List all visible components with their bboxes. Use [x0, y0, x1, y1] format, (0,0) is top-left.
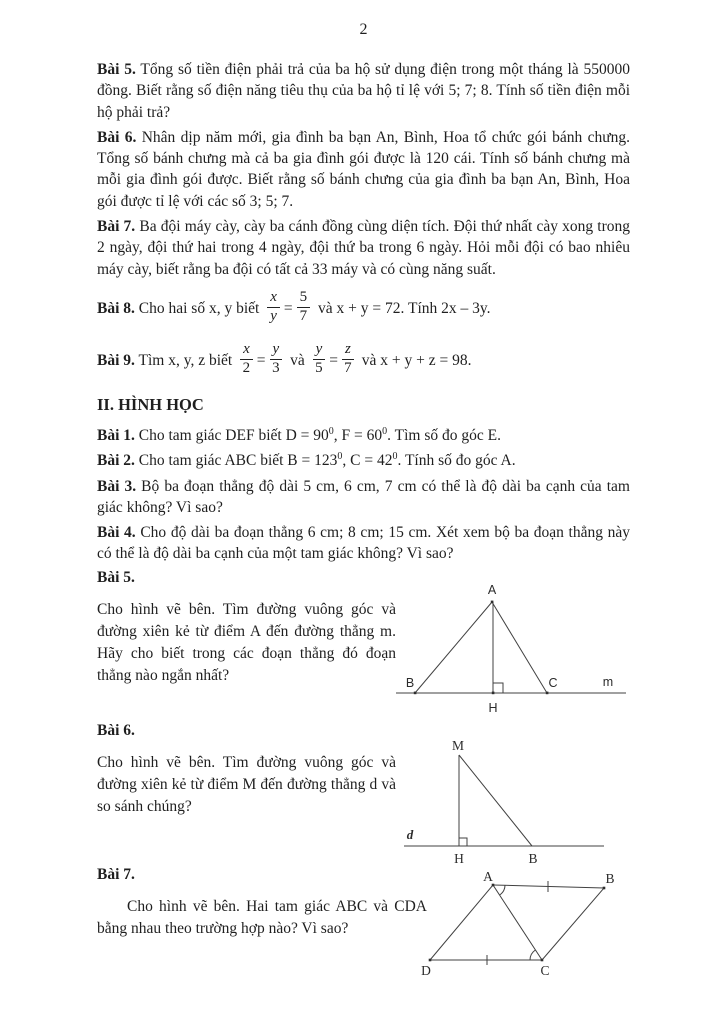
fraction-y-over-5: $\frac{y}{5}$	[313, 342, 326, 377]
vertex-label-C: C	[548, 675, 558, 690]
fraction-y-over-3: $\frac{y}{3}$	[270, 342, 283, 377]
equals-sign: =	[329, 352, 338, 370]
segment-AC	[492, 602, 547, 693]
problem-5-geo-row	[97, 569, 630, 720]
fraction-5-over-7: $\frac{5}{7}$	[297, 290, 311, 325]
problem-6-geo-row	[97, 722, 630, 864]
page-number: 2	[359, 21, 368, 38]
problem-label: Bài 4.	[97, 524, 136, 542]
vertex-label-D: D	[421, 962, 431, 978]
degree-superscript: 0	[392, 451, 398, 463]
point-D	[429, 958, 432, 961]
conjunction: và	[290, 352, 305, 370]
problem-label: Bài 8.	[97, 299, 135, 317]
right-angle-mark-green	[459, 838, 467, 846]
vertex-label-C: C	[540, 962, 550, 978]
fraction-x-over-2: $\frac{x}{2}$	[240, 342, 253, 377]
problem-text: và x + y + z = 98.	[361, 352, 472, 370]
segment-DA	[430, 885, 493, 960]
point-C	[541, 958, 544, 961]
degree-superscript: 0	[382, 425, 388, 437]
problem-label: Bài 3.	[97, 477, 137, 495]
problem-text: Cho hai số x, y biết	[138, 299, 260, 317]
problem-6-arith	[97, 127, 630, 212]
problem-label: Bài 2.	[97, 452, 135, 470]
problem-text: và x + y = 72. Tính 2x – 3y.	[318, 299, 491, 317]
problem-text: Cho hình vẽ bên. Tìm đường vuông góc và đường xiên kẻ từ điểm M đến đường thẳng d và so sánh chúng?	[97, 753, 396, 815]
equals-sign: =	[256, 352, 266, 370]
equals-sign: =	[283, 299, 293, 317]
problem-8-arith	[97, 286, 630, 333]
problem-text: Nhân dịp năm mới, gia đình ba bạn An, Bình, Hoa tổ chức gói bánh chưng. Tổng số bánh chưng mà cả ba gia đình gói được là 120 cái. Tính số bánh chưng mà mỗi gia đình gói được. Biết rằng số bánh chưng của gia đình ba bạn An, Bình, Hoa gói được tỉ lệ với các số 3; 5; 7.	[97, 128, 630, 210]
vertex-label-H: H	[454, 850, 464, 866]
problem-3-geo	[97, 476, 630, 519]
problem-2-geo: Bài 2. Cho tam giác ABC biết $B = 123^0$, $C = 42^0$. Tính số đo góc A.	[97, 451, 516, 470]
right-angle-mark	[493, 683, 503, 693]
problem-1-geo: Bài 1. Cho tam giác DEF biết $D = 90^0$, $F = 60^0$. Tìm số đo góc E.	[97, 425, 501, 444]
fraction-z-over-7: $\frac{z}{7}$	[342, 342, 354, 377]
angle-arc-A	[500, 885, 505, 895]
segment-AB	[415, 602, 492, 693]
problem-label: Bài 6.	[97, 721, 135, 739]
section-title-geometry: II. HÌNH HỌC	[97, 394, 204, 414]
page-content	[97, 0, 630, 996]
problem-label: Bài 7.	[97, 865, 135, 883]
problem-7-arith	[97, 216, 630, 280]
point-H	[492, 691, 495, 694]
problem-text: Cho độ dài ba đoạn thẳng 6 cm; 8 cm; 15 cm. Xét xem bộ ba đoạn thẳng này có thể là độ dài ba cạnh của một tam giác không? Vì sao?	[97, 524, 631, 563]
problem-label: Bài 6.	[97, 128, 137, 146]
right-triangle-figure	[402, 738, 608, 870]
triangle-altitude-figure	[393, 574, 631, 722]
problem-label: Bài 7.	[97, 218, 136, 236]
problem-label: Bài 5.	[97, 61, 136, 78]
vertex-label-M: M	[451, 737, 465, 753]
line-label-m: m	[602, 674, 614, 689]
point-A	[492, 883, 495, 886]
vertex-label-B: B	[405, 675, 415, 690]
angle-arc-C	[530, 950, 535, 960]
fraction-x-over-y: $\frac{x}{y}$	[267, 290, 280, 325]
problem-7-geo-row	[97, 866, 630, 996]
problem-text: Cho hình vẽ bên. Tìm đường vuông góc và đường xiên kẻ từ điểm A đến đường thẳng m. Hãy cho biết trong các đoạn thẳng đó đoạn thẳng nào ngắn nhất?	[97, 600, 396, 684]
vertex-label-A: A	[487, 582, 497, 597]
problem-text: Ba đội máy cày, cày ba cánh đồng cùng diện tích. Đội thứ nhất cày xong trong 2 ngày, đội thứ hai trong 4 ngày, đội thứ ba trong 6 ngày. Hỏi mỗi đội có bao nhiêu máy cày, biết rằng ba đội có tất cả 33 máy và có cùng năng suất.	[97, 218, 630, 278]
problem-text: Cho hình vẽ bên. Hai tam giác ABC và CDA bằng nhau theo trường hợp nào? Vì sao?	[97, 897, 427, 937]
vertex-label-B: B	[528, 850, 538, 866]
problem-label: Bài 1.	[97, 426, 135, 444]
problem-text: Bộ ba đoạn thẳng độ dài 5 cm, 6 cm, 7 cm có thể là độ dài ba cạnh của tam giác không? Vì sao?	[97, 477, 630, 516]
degree-superscript: 0	[337, 451, 343, 463]
segment-MB	[459, 755, 532, 846]
problem-label: Bài 9.	[97, 352, 135, 370]
diagonal-AC	[493, 885, 542, 960]
line-label-d: d	[406, 826, 414, 842]
problem-5-arith	[97, 59, 630, 123]
problem-text: Tổng số tiền điện phải trả của ba hộ sử dụng điện trong một tháng là 550000 đồng. Biết rằng số điện năng tiêu thụ của ba hộ tỉ lệ với 5; 7; 8. Tính số tiền điện mỗi hộ phải trả?	[97, 61, 630, 121]
vertex-label-B: B	[605, 870, 615, 886]
degree-superscript: 0	[328, 425, 334, 437]
point-B	[414, 691, 417, 694]
point-C	[546, 691, 549, 694]
problem-9-arith	[97, 338, 630, 385]
problem-text: Tìm x, y, z biết	[138, 352, 233, 370]
segment-BC	[542, 888, 604, 960]
problem-4-geo	[97, 522, 630, 565]
vertex-label-A: A	[483, 870, 493, 884]
problem-label: Bài 5.	[97, 568, 135, 586]
point-A	[491, 600, 494, 603]
vertex-label-H: H	[488, 700, 498, 715]
parallelogram-figure	[418, 871, 624, 989]
point-B	[603, 886, 606, 889]
